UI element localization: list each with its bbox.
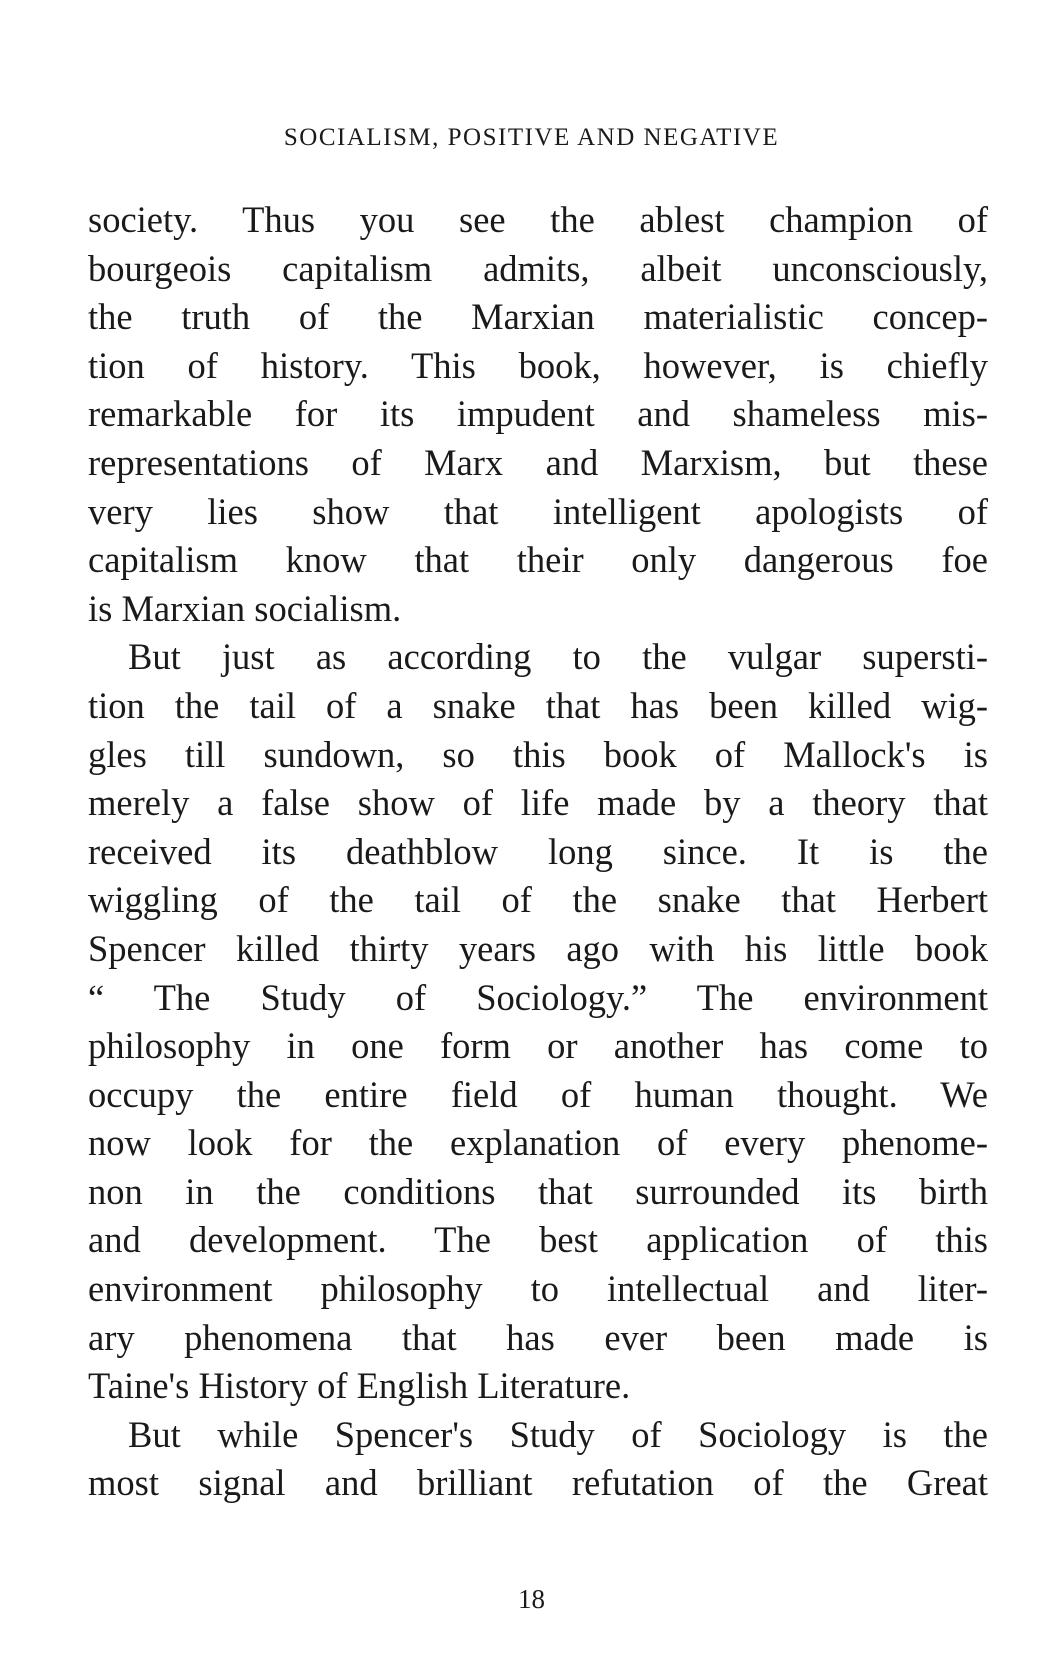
text-line: gles till sundown, so this book of Mallock's is — [88, 733, 988, 775]
text-line: tion of history. This book, however, is chiefly — [88, 344, 988, 386]
text-line: non in the conditions that surrounded its birth — [88, 1170, 988, 1212]
text-line: very lies show that intelligent apologists of — [88, 490, 988, 532]
text-line: received its deathblow long since. It is the — [88, 830, 988, 872]
text-line: environment philosophy to intellectual and liter- — [88, 1268, 988, 1310]
text-line: representations of Marx and Marxism, but these — [88, 441, 988, 483]
text-line: is Marxian socialism. — [88, 587, 402, 629]
text-line: society. Thus you see the ablest champion of — [88, 199, 988, 240]
text-line: tion the tail of a snake that has been killed wig- — [88, 684, 988, 726]
text-line: now look for the explanation of every phenome- — [88, 1122, 988, 1164]
text-line: philosophy in one form or another has come to — [88, 1025, 988, 1067]
text-line: But just as according to the vulgar supersti- — [128, 636, 988, 678]
text-line: wiggling of the tail of the snake that Herbert — [88, 879, 988, 921]
text-line: the truth of the Marxian materialistic concep- — [88, 296, 988, 338]
text-line: ary phenomena that has ever been made is — [88, 1316, 988, 1358]
text-line: remarkable for its impudent and shameless mis- — [88, 393, 988, 435]
text-line: and development. The best application of this — [88, 1219, 988, 1261]
page-number: 18 — [518, 1584, 545, 1614]
running-head: SOCIALISM, POSITIVE AND NEGATIVE — [283, 124, 780, 151]
text-line: most signal and brilliant refutation of the Great — [88, 1462, 988, 1504]
text-line: occupy the entire field of human thought. We — [88, 1073, 988, 1115]
body-text — [88, 196, 988, 1508]
text-line: “ The Study of Sociology.” The environment — [88, 976, 988, 1018]
text-line: merely a false show of life made by a theory that — [88, 782, 988, 824]
text-line: But while Spencer's Study of Sociology is the — [128, 1413, 988, 1455]
text-line: bourgeois capitalism admits, albeit unconsciously, — [88, 247, 988, 289]
text-line: capitalism know that their only dangerous foe — [88, 539, 988, 581]
text-line: Taine's History of English Literature. — [88, 1365, 631, 1407]
text-line: Spencer killed thirty years ago with his little book — [88, 927, 988, 969]
